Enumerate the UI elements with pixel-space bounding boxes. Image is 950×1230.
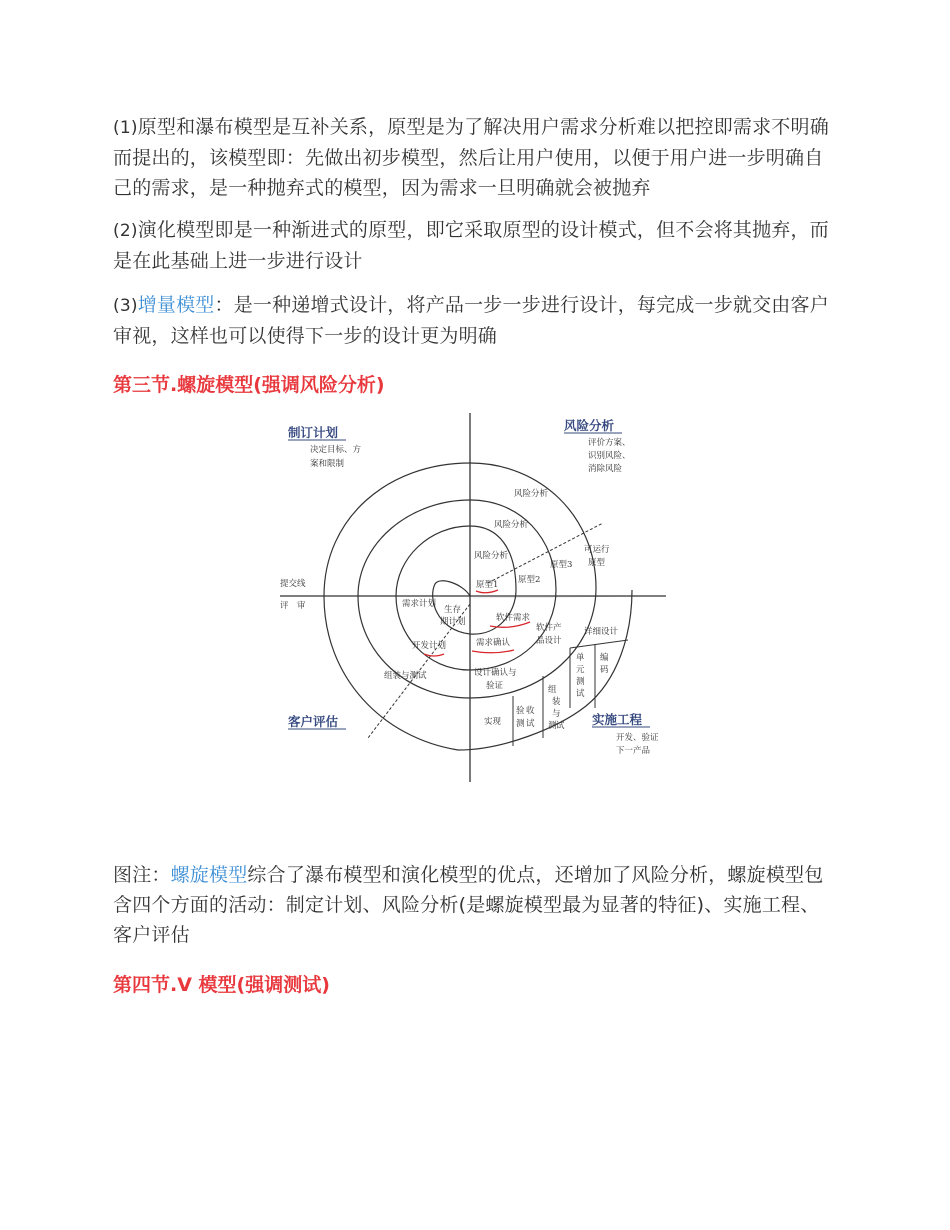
engineering-desc: 下一产品: [616, 746, 651, 756]
note-prefix: 图注：: [113, 864, 171, 886]
dev-plan-label: 开发计划: [412, 641, 447, 651]
svg-text:试: 试: [526, 719, 535, 729]
risk-desc: 评价方案、: [588, 438, 631, 448]
svg-text:收: 收: [526, 706, 535, 716]
detailed-design-label: 详细设计: [584, 627, 619, 637]
spiral-path: [324, 463, 632, 750]
operational-label: 原型: [588, 558, 606, 568]
req-confirm-label: 需求确认: [476, 638, 511, 648]
paragraph-text: 原型和瀑布模型是互补关系，原型是为了解决用户需求分析难以把控即需求不明确而提出的，该模型即：先做出初步模型，然后让用户使用，以便于用户进一步明确自己的需求，是一种抛弃式的模型，因为需求一旦明确就会被抛弃: [113, 116, 829, 199]
paragraph-evolution: [113, 215, 838, 276]
paragraph-text: ：是一种递增式设计，将产品一步一步进行设计，每完成一步就交由客户审视，这样也可以使得下一步的设计更为明确: [113, 294, 829, 347]
plan-desc: 案和限制: [310, 459, 345, 469]
sw-design-label: 品设计: [536, 636, 562, 646]
svg-text:组: 组: [548, 685, 557, 695]
design-verify-label: 设计确认与: [474, 668, 517, 678]
svg-text:试: 试: [556, 721, 565, 731]
quadrant-risk-title: 风险分析: [564, 418, 615, 433]
software-req-label: 软件需求: [496, 613, 531, 623]
svg-text:码: 码: [600, 665, 609, 675]
list-number: (3): [113, 296, 138, 316]
quadrant-plan-title: 制订计划: [288, 425, 339, 440]
quadrant-customer-title: 客户评估: [288, 714, 339, 729]
risk-desc: 消除风险: [588, 464, 623, 474]
paragraph-incremental: [113, 290, 838, 351]
prototype-label: 原型2: [518, 575, 541, 585]
svg-text:试: 试: [576, 689, 585, 699]
risk-label: 风险分析: [494, 520, 529, 530]
assemble-test-label: [548, 685, 565, 731]
svg-text:验: 验: [516, 706, 525, 716]
acceptance-test-label: [516, 705, 535, 729]
plan-desc: 决定目标、方: [310, 445, 362, 455]
svg-text:编: 编: [600, 653, 609, 663]
note-text: 综合了瀑布模型和演化模型的优点，还增加了风险分析，螺旋模型包含四个方面的活动：制定计划、风险分析(是螺旋模型最为显著的特征)、实施工程、客户评估: [113, 864, 824, 946]
svg-text:测: 测: [576, 677, 585, 687]
svg-text:测: 测: [516, 719, 525, 729]
requirements-plan-label: 需求计划: [402, 599, 437, 609]
risk-label: 风险分析: [514, 489, 549, 499]
operational-label: 可运行: [584, 545, 610, 555]
lifecycle-label: 生存: [444, 605, 462, 615]
design-verify-label: 验证: [486, 681, 504, 691]
spiral-model-link[interactable]: 螺旋模型: [170, 864, 248, 886]
quadrant-engineering-title: 实施工程: [592, 712, 643, 727]
svg-text:装: 装: [552, 697, 561, 707]
engineering-desc: 开发、验证: [616, 733, 659, 743]
review-label: 评 审: [280, 601, 306, 611]
coding-label: [600, 652, 609, 675]
list-number: (2): [113, 221, 138, 241]
section-heading-spiral: 第三节.螺旋模型(强调风险分析): [113, 374, 385, 396]
svg-text:单: 单: [576, 653, 585, 663]
figure-note: [113, 860, 838, 950]
prototype-label: 原型1: [476, 580, 499, 590]
svg-text:元: 元: [576, 665, 585, 675]
spiral-model-diagram: [258, 408, 690, 794]
svg-text:测: 测: [548, 721, 557, 731]
svg-text:与: 与: [552, 709, 561, 719]
submit-line-label: 提交线: [280, 579, 306, 589]
prototype-label: 原型3: [550, 560, 573, 570]
lifecycle-label: 期计划: [440, 617, 466, 627]
risk-desc: 识别风险、: [588, 451, 631, 461]
risk-label: 风险分析: [474, 551, 509, 561]
implementation-label: 实现: [484, 717, 502, 727]
section-heading-v-model: 第四节.V 模型(强调测试): [113, 974, 330, 996]
sw-design-label: 软件产: [536, 623, 562, 633]
paragraph-text: 演化模型即是一种渐进式的原型，即它采取原型的设计模式，但不会将其抛弃，而是在此基础上进一步进行设计: [113, 219, 829, 272]
paragraph-prototype: [113, 112, 838, 203]
list-number: (1): [113, 118, 138, 138]
unit-test-label: [576, 652, 585, 699]
integration-test-label: 组装与测试: [384, 671, 427, 681]
incremental-model-link[interactable]: 增量模型: [137, 294, 215, 316]
